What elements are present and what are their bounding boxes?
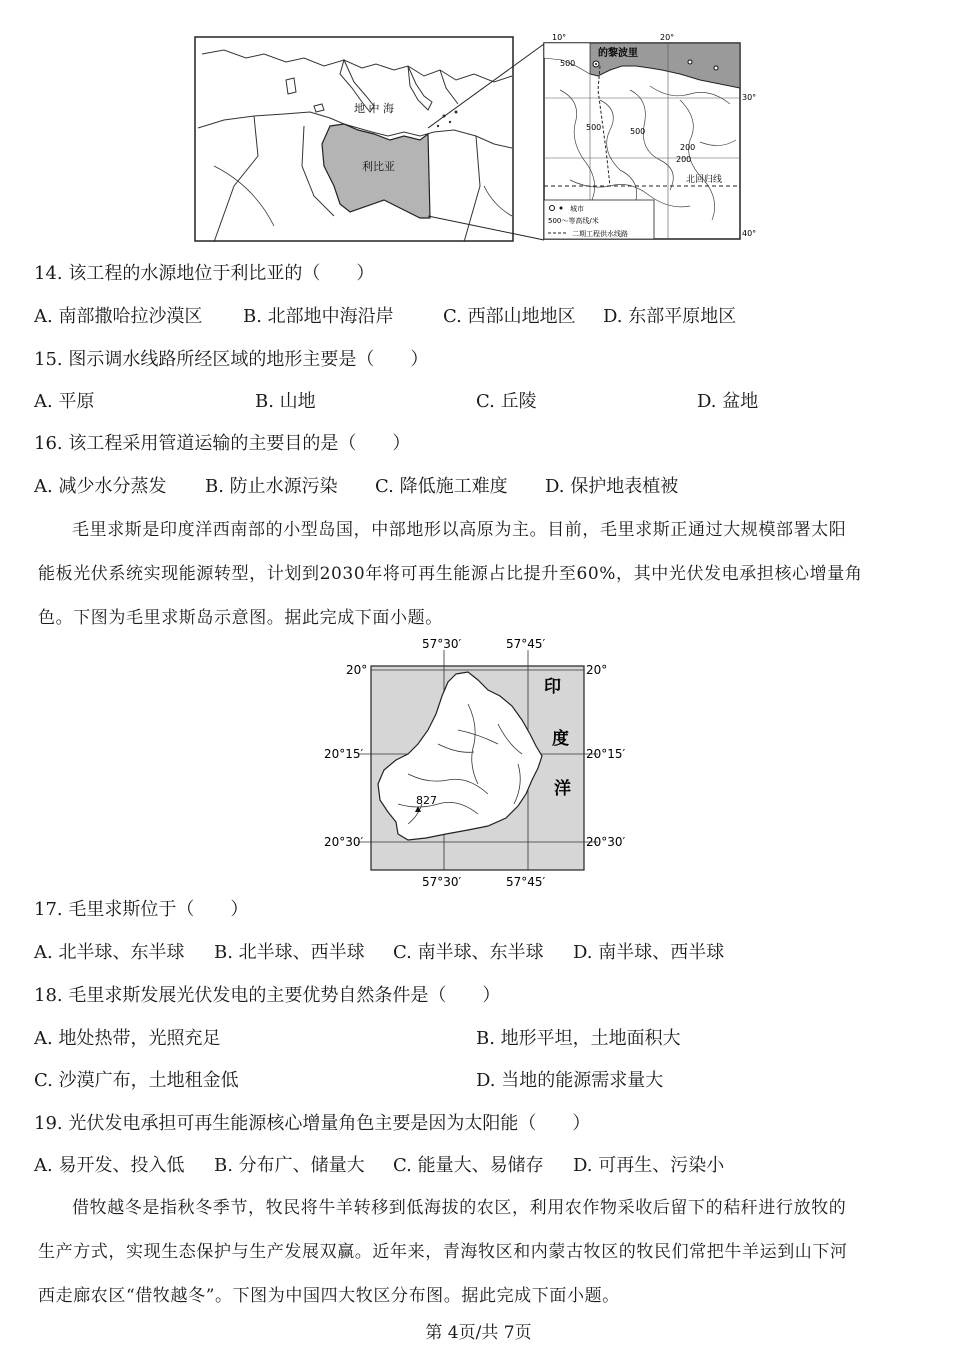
legend-city: 城市 — [570, 205, 584, 213]
passage-line: 能板光伏系统实现能源转型，计划到2030年将可再生能源占比提升至60%，其中光伏发电承担核心增量角 — [38, 564, 863, 584]
tropic-label: 北回归线 — [686, 175, 723, 185]
question-16: 16. 该工程采用管道运输的主要目的是（ ） — [34, 433, 411, 454]
q15-option-c[interactable]: C. 丘陵 — [476, 391, 537, 412]
libya-label: 利比亚 — [362, 160, 395, 173]
lat-label-left-3: 20°30′ — [324, 835, 364, 849]
contour-label-2: 500 — [586, 123, 602, 132]
lon-10-label: 10° — [552, 33, 567, 42]
passage-line: 毛里求斯是印度洋西南部的小型岛国，中部地形以高原为主。目前，毛里求斯正通过大规模部署太阳 — [72, 520, 847, 540]
contour-label-1: 500 — [560, 59, 576, 68]
q19-option-d[interactable]: D. 可再生、污染小 — [573, 1155, 725, 1176]
ocean-label-3: 洋 — [554, 779, 571, 799]
q17-option-a[interactable]: A. 北半球、东半球 — [34, 942, 185, 963]
lat-40-label: 40° — [742, 229, 757, 238]
lon-20-label: 20° — [660, 33, 675, 42]
q17-option-c[interactable]: C. 南半球、东半球 — [393, 942, 544, 963]
question-15: 15. 图示调水线路所经区域的地形主要是（ ） — [34, 349, 429, 370]
contour-label-5: 500 — [630, 127, 646, 136]
q19-option-c[interactable]: C. 能量大、易储存 — [393, 1155, 544, 1176]
q19-option-b[interactable]: B. 分布广、储量大 — [214, 1155, 365, 1176]
question-14: 14. 该工程的水源地位于利比亚的（ ） — [34, 263, 375, 284]
q16-option-a[interactable]: A. 减少水分蒸发 — [34, 476, 167, 497]
q18-option-c[interactable]: C. 沙漠广布，土地租金低 — [34, 1070, 239, 1091]
q15-option-d[interactable]: D. 盆地 — [697, 391, 759, 412]
lat-label-right-3: 20°30′ — [586, 835, 626, 849]
q15-option-a[interactable]: A. 平原 — [34, 391, 95, 412]
q14-option-d[interactable]: D. 东部平原地区 — [603, 306, 737, 327]
q18-option-b[interactable]: B. 地形平坦，土地面积大 — [476, 1028, 681, 1049]
contour-label-3: 200 — [680, 143, 696, 152]
lat-label-right-1: 20° — [586, 663, 608, 677]
top-lon-2: 57°45′ — [506, 637, 546, 651]
libya-inset-map — [540, 30, 765, 245]
bottom-lon-1: 57°30′ — [422, 875, 462, 889]
passage-grazing — [38, 1186, 918, 1318]
legend-contour: 500～等高线/米 — [548, 217, 599, 225]
bottom-lon-2: 57°45′ — [506, 875, 546, 889]
q17-option-b[interactable]: B. 北半球、西半球 — [214, 942, 365, 963]
q16-option-c[interactable]: C. 降低施工难度 — [375, 476, 508, 497]
question-18: 18. 毛里求斯发展光伏发电的主要优势自然条件是（ ） — [34, 985, 501, 1006]
question-19: 19. 光伏发电承担可再生能源核心增量角色主要是因为太阳能（ ） — [34, 1113, 591, 1134]
lat-label-right-2: 20°15′ — [586, 747, 626, 761]
ocean-label-2: 度 — [552, 729, 569, 749]
sea-label: 地 中 海 — [354, 102, 394, 115]
page-footer: 第 4页/共 7页 — [425, 1323, 532, 1343]
contour-label-4: 200 — [676, 155, 692, 164]
q14-option-b[interactable]: B. 北部地中海沿岸 — [243, 306, 394, 327]
top-lon-1: 57°30′ — [422, 637, 462, 651]
mauritius-map — [318, 634, 638, 890]
q19-option-a[interactable]: A. 易开发、投入低 — [34, 1155, 185, 1176]
city-label: 的黎波里 — [598, 48, 638, 59]
passage-line: 生产方式，实现生态保护与生产发展双赢。近年来，青海牧区和内蒙古牧区的牧民们常把牛羊运到山下河 — [38, 1242, 848, 1262]
q14-option-c[interactable]: C. 西部山地地区 — [443, 306, 576, 327]
elevation-label: 827 — [416, 794, 437, 807]
q16-option-b[interactable]: B. 防止水源污染 — [205, 476, 338, 497]
q15-option-b[interactable]: B. 山地 — [255, 391, 316, 412]
legend-route: 二期工程供水线路 — [572, 230, 628, 238]
lat-label-left-2: 20°15′ — [324, 747, 364, 761]
q18-option-a[interactable]: A. 地处热带，光照充足 — [34, 1028, 221, 1049]
lat-label-left-1: 20° — [346, 663, 368, 677]
q18-option-d[interactable]: D. 当地的能源需求量大 — [476, 1070, 664, 1091]
question-17: 17. 毛里求斯位于（ ） — [34, 899, 249, 920]
passage-mauritius — [38, 508, 918, 640]
lat-30-label: 30° — [742, 93, 757, 102]
q16-option-d[interactable]: D. 保护地表植被 — [545, 476, 679, 497]
ocean-label-1: 印 — [544, 677, 561, 697]
passage-line: 西走廊农区“借牧越冬”。下图为中国四大牧区分布图。据此完成下面小题。 — [38, 1286, 620, 1306]
passage-line: 色。下图为毛里求斯岛示意图。据此完成下面小题。 — [38, 608, 443, 628]
q17-option-d[interactable]: D. 南半球、西半球 — [573, 942, 725, 963]
passage-line: 借牧越冬是指秋冬季节，牧民将牛羊转移到低海拔的农区，利用农作物采收后留下的秸秆进行放牧的 — [72, 1198, 847, 1218]
q14-option-a[interactable]: A. 南部撒哈拉沙漠区 — [34, 306, 203, 327]
